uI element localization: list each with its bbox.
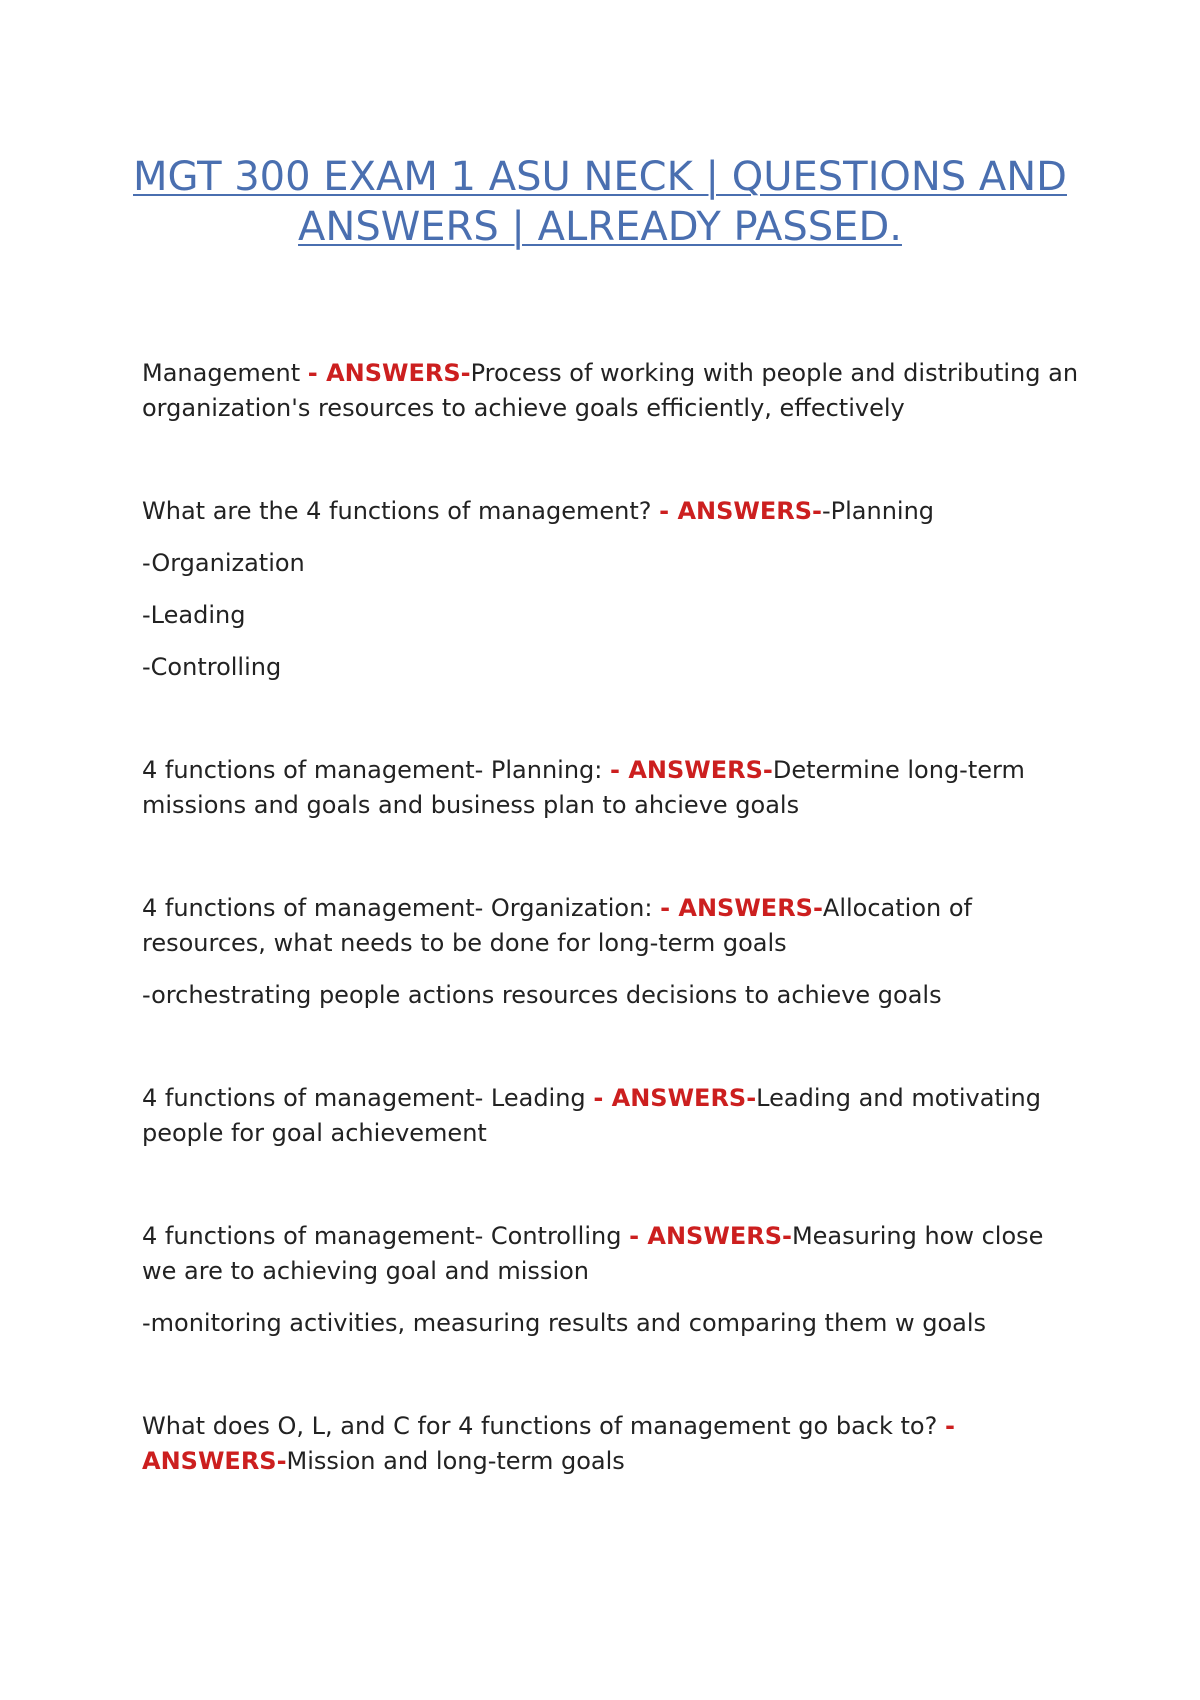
qa-entry — [142, 494, 1082, 529]
answer-marker: - ANSWERS- — [610, 756, 773, 784]
answer-continuation: -Organization — [142, 549, 305, 577]
answer-marker: - ANSWERS- — [142, 1412, 955, 1475]
question-text: Management — [142, 359, 301, 387]
answer-text: Leading and motivating people for goal achievement — [142, 1084, 1041, 1147]
answer-marker: - ANSWERS- — [659, 497, 822, 525]
answer-continuation: -orchestrating people actions resources decisions to achieve goals — [142, 981, 942, 1009]
qa-entry — [142, 753, 1082, 823]
answer-continuation: -monitoring activities, measuring results and comparing them w goals — [142, 1309, 987, 1337]
qa-entry — [142, 891, 1082, 961]
answer-marker: - ANSWERS- — [629, 1222, 792, 1250]
answer-text: -Planning — [821, 497, 935, 525]
answer-text: Process of working with people and distributing an organization's resources to achieve goals efficiently, effectively — [142, 359, 1079, 422]
qa-entry — [142, 356, 1082, 426]
answer-marker: - ANSWERS- — [593, 1084, 757, 1112]
answer-text: Measuring how close we are to achieving goal and mission — [142, 1222, 1044, 1285]
answer-continuation: -Leading — [142, 601, 246, 629]
answer-continuation: -Controlling — [142, 653, 282, 681]
qa-list — [142, 356, 1082, 1479]
question-text: What does O, L, and C for 4 functions of management go back to? — [142, 1412, 938, 1440]
question-text: 4 functions of management- Organization: — [142, 894, 653, 922]
question-text: What are the 4 functions of management? — [142, 497, 652, 525]
question-text: 4 functions of management- Planning: — [142, 756, 603, 784]
answer-marker: - ANSWERS- — [307, 359, 471, 387]
answer-text: Allocation of resources, what needs to be done for long-term goals — [142, 894, 972, 957]
answer-marker: - ANSWERS- — [660, 894, 823, 922]
qa-entry — [142, 1081, 1082, 1151]
answer-text: Determine long-term missions and goals and business plan to ahcieve goals — [142, 756, 1025, 819]
question-text: 4 functions of management- Controlling — [142, 1222, 622, 1250]
answer-text: Mission and long-term goals — [286, 1447, 625, 1475]
qa-entry — [142, 1219, 1082, 1289]
question-text: 4 functions of management- Leading — [142, 1084, 586, 1112]
document-title[interactable]: MGT 300 EXAM 1 ASU NECK | QUESTIONS AND ANSWERS | ALREADY PASSED. — [133, 154, 1067, 250]
qa-entry — [142, 1409, 1082, 1479]
